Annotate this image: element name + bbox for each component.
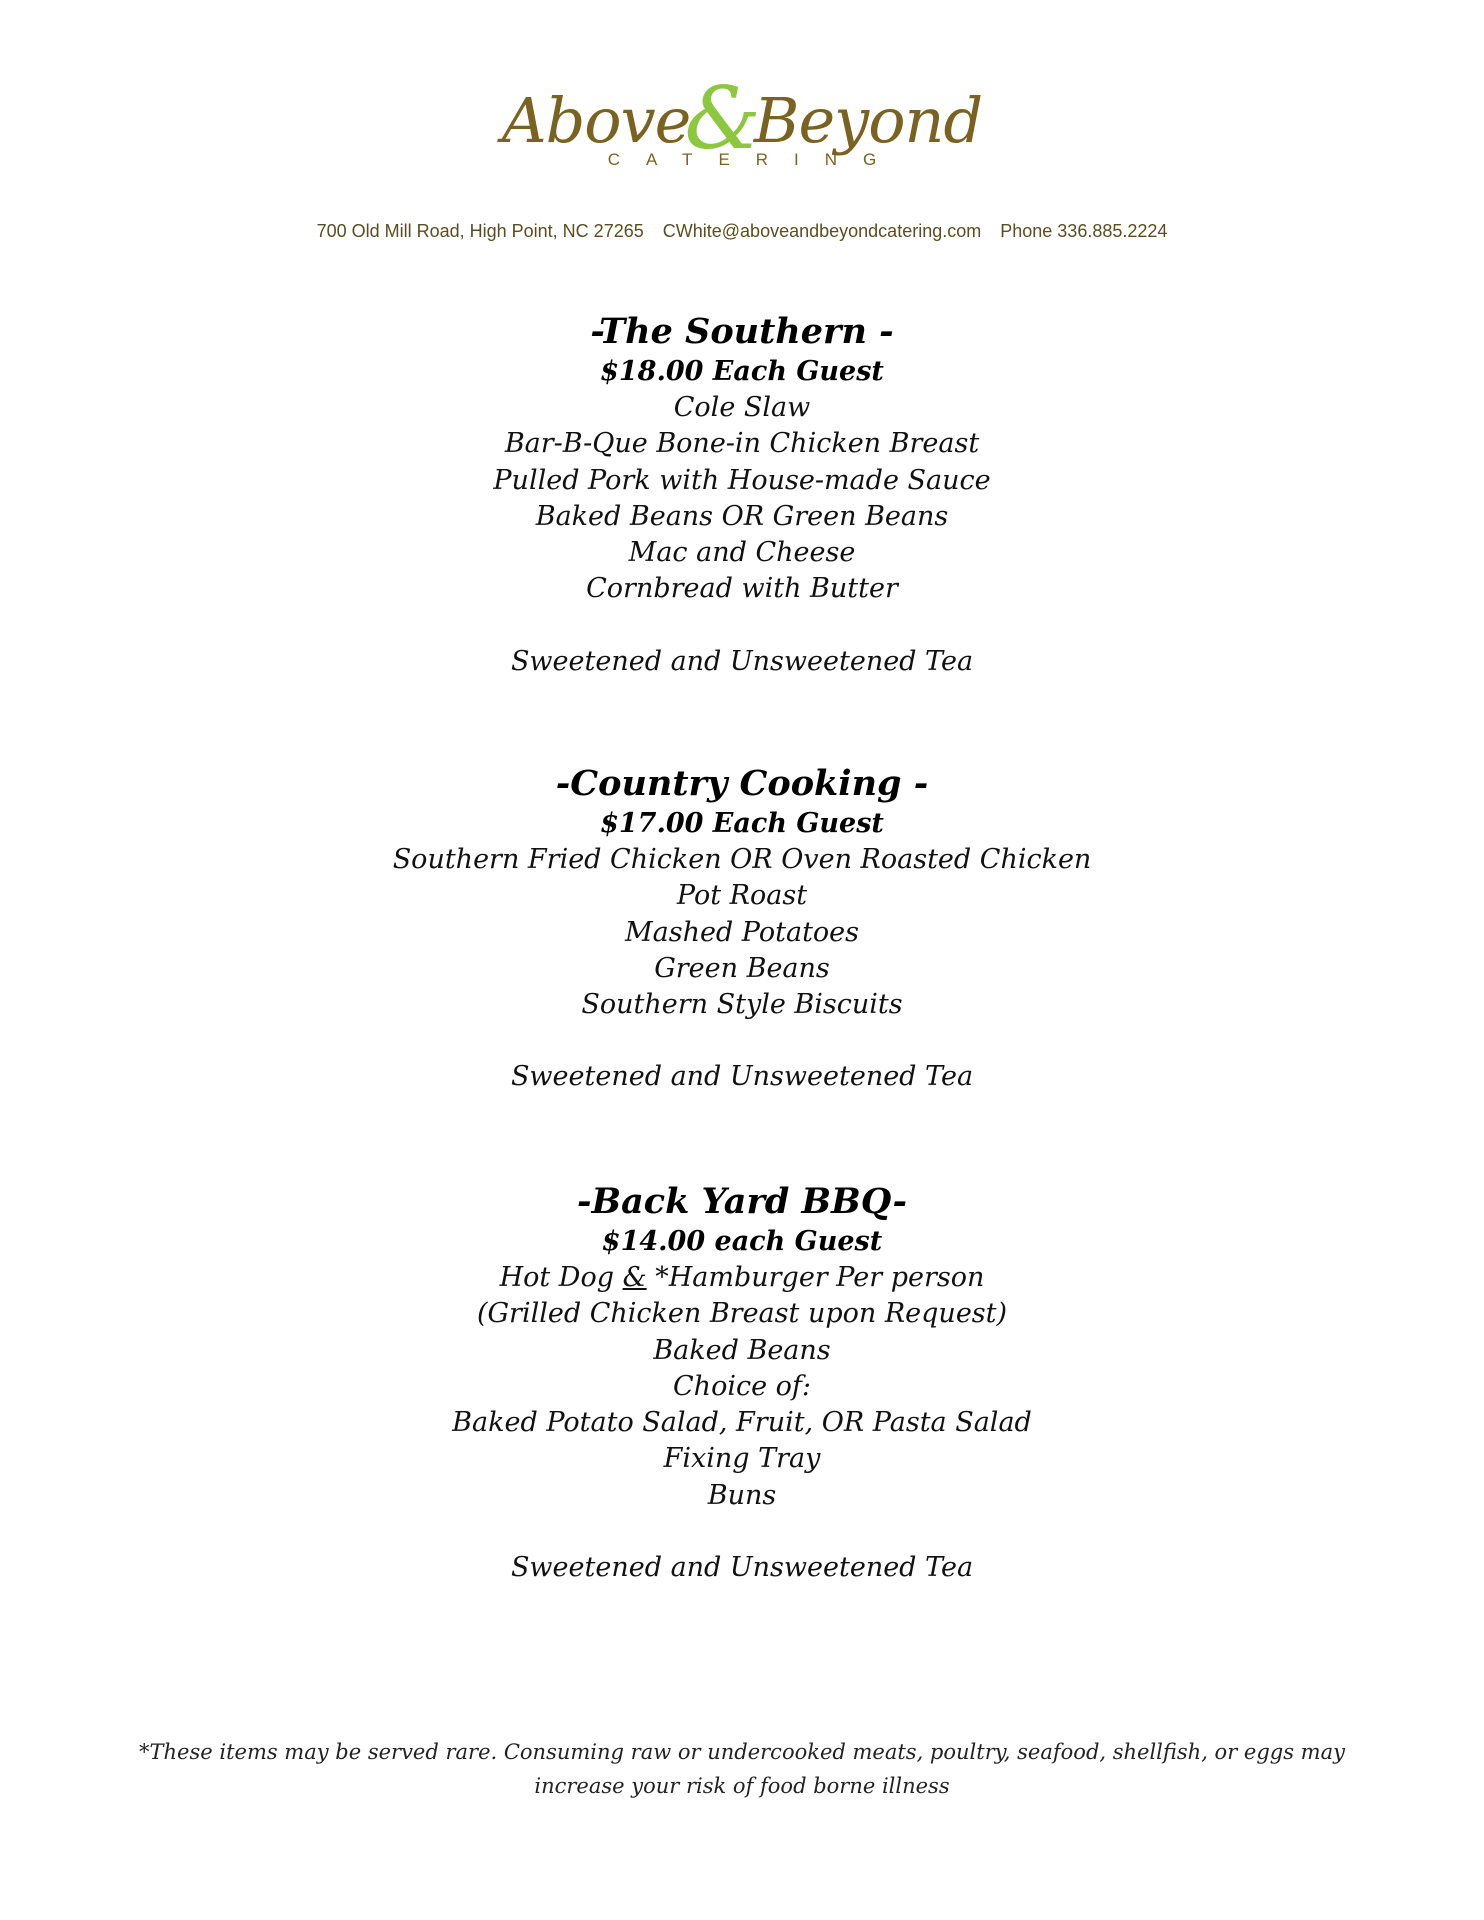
menu-section-country-cooking — [0, 762, 1484, 1095]
logo-subtitle: CATERING — [607, 150, 903, 169]
menu-item: (Grilled Chicken Breast upon Request) — [476, 1298, 1008, 1330]
section-drink: Sweetened and Unsweetened Tea — [510, 1552, 974, 1584]
underlined-ampersand: & — [622, 1262, 647, 1293]
menu-item: Pulled Pork with House-made Sauce — [493, 464, 991, 496]
food-safety-footnote — [60, 1735, 1424, 1803]
section-title: -Country Cooking - — [555, 763, 929, 804]
section-price: $14.00 each Guest — [601, 1226, 883, 1257]
contact-address: 700 Old Mill Road, High Point, NC 27265 — [316, 221, 644, 241]
menu-item-text: *Hamburger Per person — [646, 1262, 985, 1293]
section-drink: Sweetened and Unsweetened Tea — [510, 1061, 974, 1093]
menu-item: Baked Beans — [653, 1334, 831, 1366]
menu-item: Choice of: — [673, 1370, 811, 1402]
menu-item: Cornbread with Butter — [586, 573, 898, 605]
logo-word-beyond: Beyond — [753, 84, 983, 157]
menu-item — [0, 1260, 1484, 1296]
menu-item: Buns — [707, 1479, 777, 1511]
menu-section-back-yard-bbq — [0, 1180, 1484, 1586]
section-title: -The Southern - — [590, 311, 894, 352]
contact-line — [0, 221, 1484, 242]
menu-item: Southern Style Biscuits — [581, 989, 903, 1021]
menu-item: Cole Slaw — [673, 392, 811, 423]
menu-item: Baked Potato Salad, Fruit, OR Pasta Salad — [452, 1407, 1032, 1439]
contact-phone: Phone 336.885.2224 — [1000, 221, 1168, 241]
menu-item: Bar-B-Que Bone-in Chicken Breast — [504, 428, 980, 460]
section-price: $17.00 Each Guest — [600, 808, 884, 839]
menu-item: Pot Roast — [676, 880, 808, 912]
contact-email[interactable]: CWhite@aboveandbeyondcatering.com — [662, 221, 982, 241]
menu-item-text: Hot Dog — [499, 1262, 623, 1293]
footnote-line: *These items may be served rare. Consuming raw or undercooked meats, poultry, seafood, shellfish, or eggs may — [139, 1740, 1345, 1764]
menu-section-southern — [0, 310, 1484, 680]
logo-ampersand: & — [684, 69, 760, 169]
section-title: -Back Yard BBQ- — [576, 1181, 908, 1222]
section-drink: Sweetened and Unsweetened Tea — [510, 645, 974, 677]
footnote-line: increase your risk of food borne illness — [534, 1774, 950, 1798]
menu-item: Mashed Potatoes — [624, 916, 860, 948]
menu-item: Green Beans — [654, 952, 830, 984]
menu-item: Southern Fried Chicken OR Oven Roasted Chicken — [392, 844, 1092, 875]
company-logo — [0, 69, 1484, 170]
menu-item: Baked Beans OR Green Beans — [535, 500, 949, 532]
section-price: $18.00 Each Guest — [600, 356, 884, 387]
menu-item: Fixing Tray — [663, 1443, 821, 1475]
logo-word-above: Above — [501, 84, 691, 157]
menu-item: Mac and Cheese — [628, 537, 856, 569]
